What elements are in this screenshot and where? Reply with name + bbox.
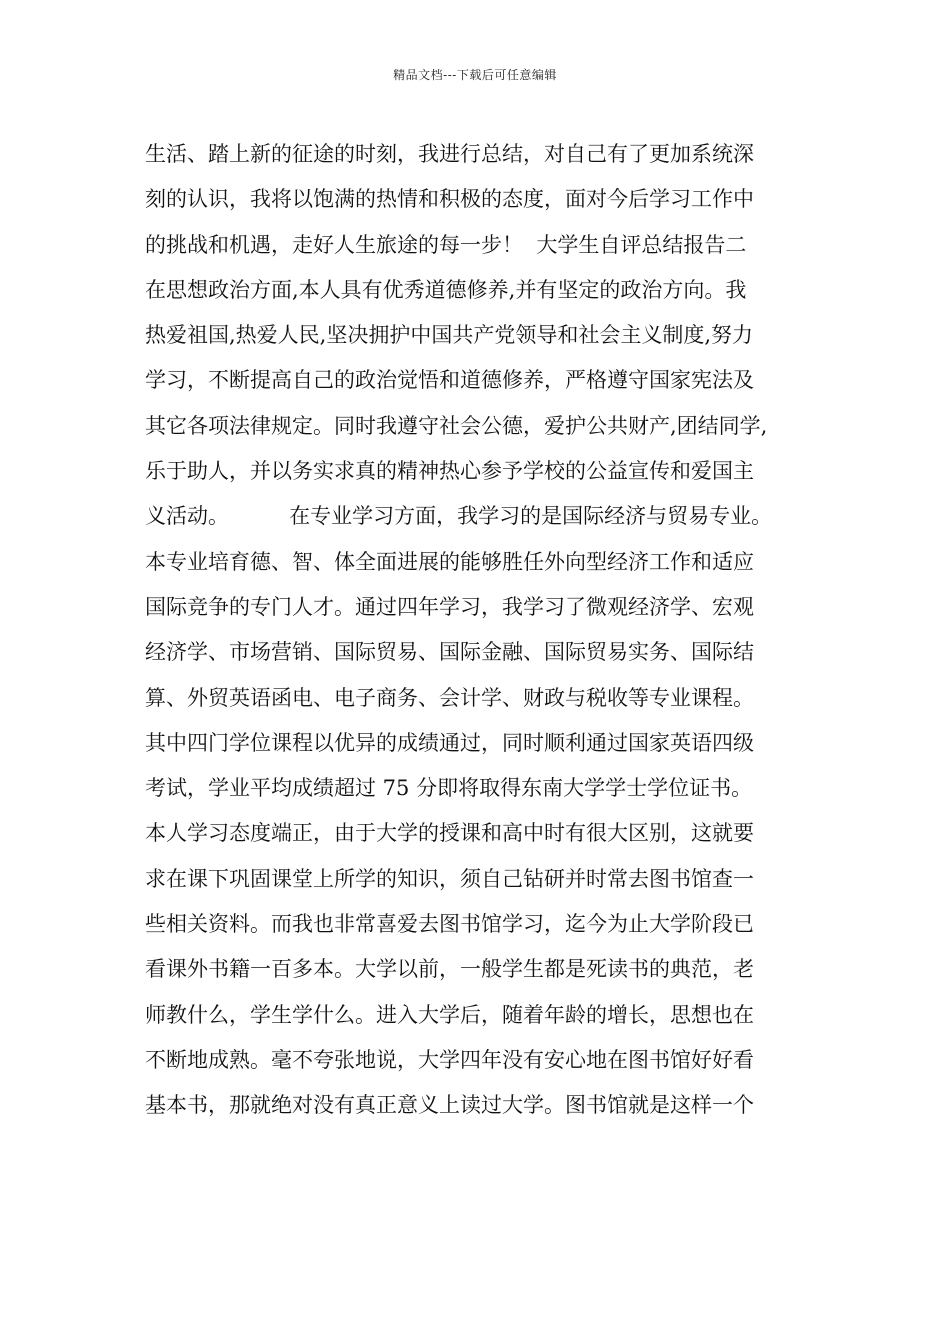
body-line: 其中四门学位课程以优异的成绩通过，同时顺利通过国家英语四级 <box>145 730 754 755</box>
body-line: 看课外书籍一百多本。大学以前，一般学生都是死读书的典范，老 <box>145 957 754 982</box>
body-line: 在思想政治方面,本人具有优秀道德修养,并有坚定的政治方向。我 <box>145 277 747 302</box>
body-line: 基本书，那就绝对没有真正意义上读过大学。图书馆就是这样一个 <box>145 1093 754 1118</box>
body-line: 经济学、市场营销、国际贸易、国际金融、国际贸易实务、国际结 <box>145 640 754 665</box>
body-line: 求在课下巩固课堂上所学的知识，须自己钻研并时常去图书馆查一 <box>145 866 754 891</box>
page-header: 精品文档---下载后可任意编辑 <box>393 68 557 82</box>
body-line: 考试，学业平均成绩超过 75 分即将取得东南大学学士学位证书。 <box>145 776 753 801</box>
document-body <box>145 132 817 1129</box>
body-line: 热爱祖国,热爱人民,坚决拥护中国共产党领导和社会主义制度,努力 <box>145 323 754 348</box>
body-line: 不断地成熟。毫不夸张地说，大学四年没有安心地在图书馆好好看 <box>145 1047 754 1072</box>
body-line: 些相关资料。而我也非常喜爱去图书馆学习，迄今为止大学阶段已 <box>145 912 754 937</box>
body-line: 乐于助人，并以务实求真的精神热心参予学校的公益宣传和爱国主 <box>145 459 754 484</box>
body-line: 生活、踏上新的征途的时刻，我进行总结，对自己有了更加系统深 <box>145 142 754 166</box>
body-line: 义活动。 在专业学习方面，我学习的是国际经济与贸易专业。 <box>145 504 773 529</box>
body-line: 算、外贸英语函电、电子商务、会计学、财政与税收等专业课程。 <box>145 685 754 710</box>
body-line: 师教什么，学生学什么。进入大学后，随着年龄的增长，思想也在 <box>145 1002 754 1027</box>
body-line: 学习，不断提高自己的政治觉悟和道德修养，严格遵守国家宪法及 <box>145 368 754 393</box>
body-line: 刻的认识，我将以饱满的热情和积极的态度，面对今后学习工作中 <box>145 187 754 212</box>
body-line: 其它各项法律规定。同时我遵守社会公德，爱护公共财产,团结同学, <box>145 413 768 438</box>
body-line: 的挑战和机遇，走好人生旅途的每一步！ 大学生自评总结报告二 <box>145 232 747 257</box>
body-line: 国际竞争的专门人才。通过四年学习，我学习了微观经济学、宏观 <box>145 594 754 619</box>
body-line: 本人学习态度端正，由于大学的授课和高中时有很大区别，这就要 <box>145 821 754 846</box>
body-line: 本专业培育德、智、体全面进展的能够胜任外向型经济工作和适应 <box>145 549 754 574</box>
